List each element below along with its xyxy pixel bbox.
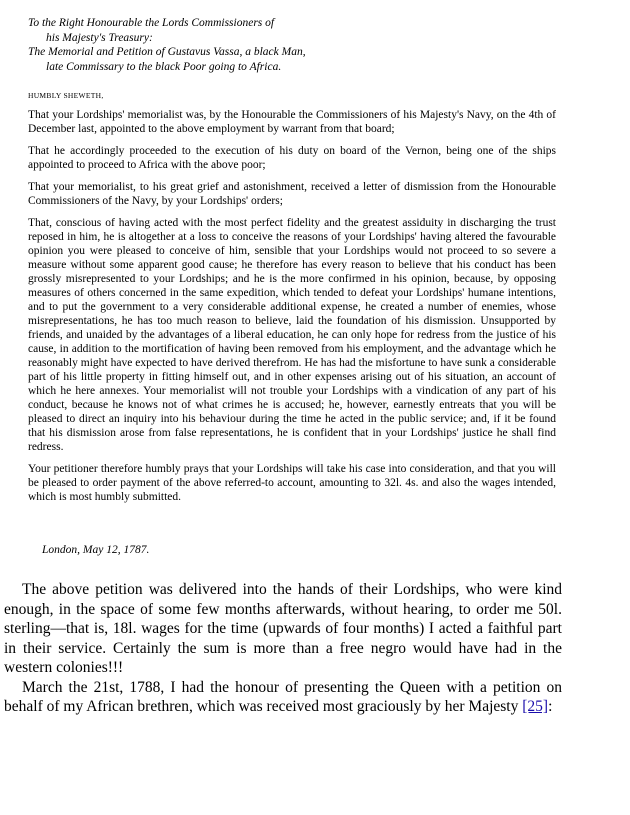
salutation: HUMBLY SHEWETH, [28, 91, 104, 100]
memorial-body [28, 108, 556, 512]
narrative-body [4, 580, 562, 717]
narrative-paragraph-2-end: : [548, 698, 553, 715]
address-line-3: The Memorial and Petition of Gustavus Vassa, a black Man, [28, 46, 306, 58]
narrative-paragraph-2-text: March the 21st, 1788, I had the honour of presenting the Queen with a petition on behalf of my African brethren, which was received most graciously by her Majesty [4, 678, 562, 715]
narrative-paragraph-1: The above petition was delivered into the hands of their Lordships, who were kind enough, in the space of some few months afterwards, without hearing, to order me 50l. sterling—that is, 18l. wages for the time (upwards of four months) I acted a faithful part in their service. Certainly the sum is more than a free negro would have had in the western colonies!!! [4, 581, 562, 676]
memorial-paragraph: That your Lordships' memorialist was, by the Honourable the Commissioners of his Majesty's Navy, on the 4th of December last, appointed to the above employment by warrant from that board; [28, 109, 556, 135]
dateline: London, May 12, 1787. [42, 544, 150, 556]
footnote-link-25[interactable]: [25] [522, 698, 549, 715]
memorial-paragraph: Your petitioner therefore humbly prays that your Lordships will take his case into consideration, and that you will be pleased to order payment of the above referred-to account, amounting to 32l. 4s. and also the wages intended, which is most humbly submitted. [28, 463, 556, 503]
memorial-paragraph: That your memorialist, to his great grief and astonishment, received a letter of dismission from the Honourable Commissioners of the Navy, by your Lordships' orders; [28, 181, 556, 207]
memorial-address-block [28, 16, 588, 74]
memorial-paragraph: That he accordingly proceeded to the execution of his duty on board of the Vernon, being one of the ships appointed to proceed to Africa with the above poor; [28, 145, 556, 171]
address-line-1: To the Right Honourable the Lords Commissioners of [28, 17, 275, 29]
address-line-4: late Commissary to the black Poor going to Africa. [46, 60, 282, 73]
narrative-paragraph-2 [4, 678, 562, 717]
memorial-paragraph: That, conscious of having acted with the most perfect fidelity and the greatest assiduity in discharging the trust reposed in him, he is altogether at a loss to conceive the reasons of your Lordships' having altered the favourable opinion you were pleased to conceive of him, sensible that your Lordships would not proceed to so severe a measure without some apparent good cause; he therefore has every reason to believe that his conduct has been grossly misrepresented to your Lordships; and he is the more confirmed in his opinion, because, by opposing measures of others concerned in the same expedition, which tended to defeat your Lordships' humane intentions, and to put the government to a very considerable additional expense, he created a number of enemies, whose misrepresentations, he has too much reason to believe, laid the foundation of his dismission. Unsupported by friends, and unaided by the advantages of a liberal education, he can only hope for redress from the justice of his cause, in addition to the mortification of having been removed from his employment, and the advantage which he reasonably might have expected to have derived therefrom. He has had the misfortune to have sunk a considerable part of his little property in fitting himself out, and in other expenses arising out of his situation, an account of which he here annexes. Your memorialist will not trouble your Lordships with a vindication of any part of his conduct, because he knows not of what crimes he is accused; he, however, earnestly entreats that you will be pleased to direct an inquiry into his behaviour during the time he acted in the public service; and, if it be found that his dismission arose from false representations, he is confident that in your Lordships' justice he shall find redress. [28, 217, 556, 453]
address-line-2: his Majesty's Treasury: [46, 31, 153, 44]
